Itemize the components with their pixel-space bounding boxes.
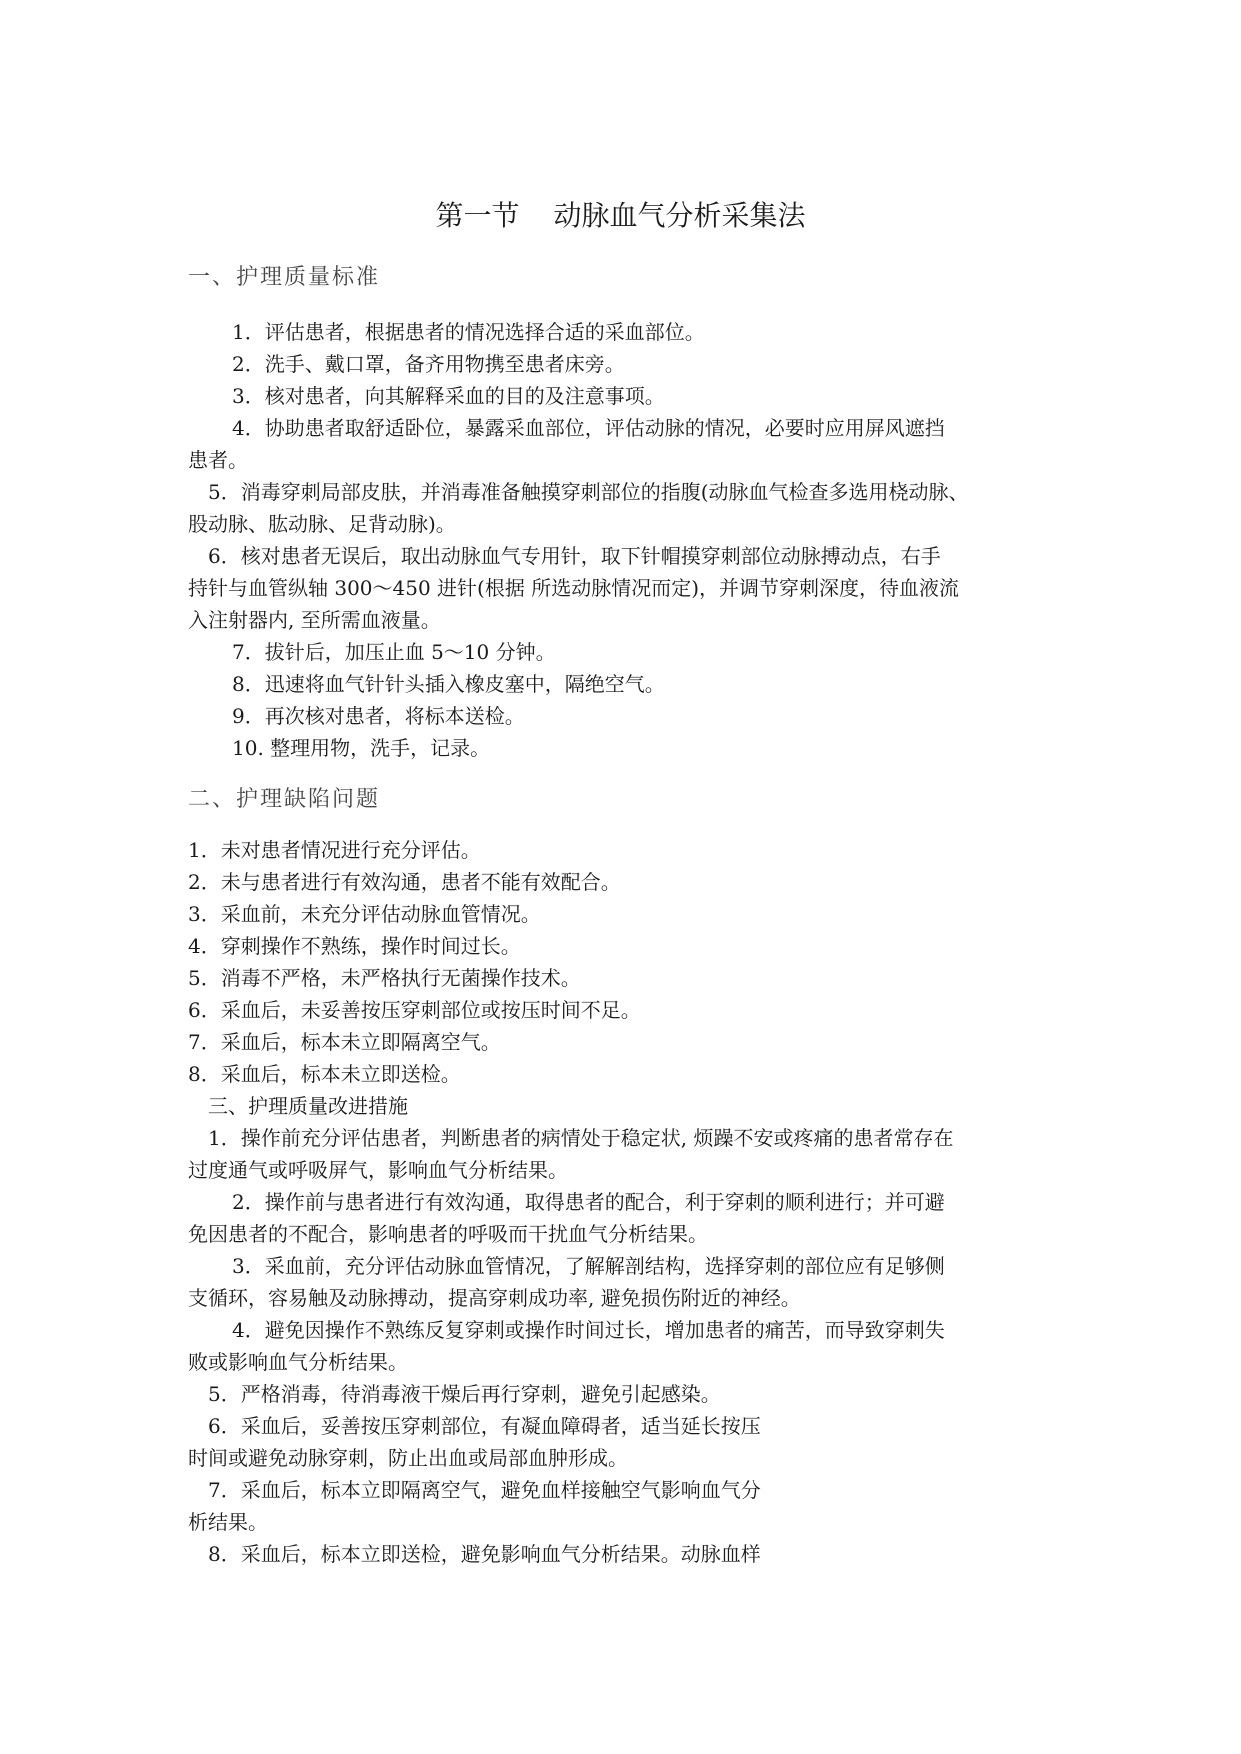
standards-line: 3．核对患者，向其解释采血的目的及注意事项。 (232, 384, 665, 408)
improvements-line: 4．避免因操作不熟练反复穿刺或操作时间过长，增加患者的痛苦，而导致穿刺失 (232, 1318, 945, 1342)
improvements-line: 7．采血后，标本立即隔离空气，避免血样接触空气影响血气分 (208, 1478, 761, 1502)
defects-line: 7．采血后，标本未立即隔离空气。 (188, 1030, 501, 1054)
standards-line: 入注射器内, 至所需血液量。 (188, 608, 441, 632)
standards-line: 7．拔针后，加压止血 5～10 分钟。 (232, 640, 556, 664)
improvements-line: 败或影响血气分析结果。 (188, 1350, 408, 1374)
improvements-line: 5．严格消毒，待消毒液干燥后再行穿刺，避免引起感染。 (208, 1382, 721, 1406)
standards-line: 9．再次核对患者，将标本送检。 (232, 704, 525, 728)
improvements-line: 2．操作前与患者进行有效沟通，取得患者的配合，利于穿刺的顺利进行；并可避 (232, 1190, 945, 1214)
standards-line: 2．洗手、戴口罩，备齐用物携至患者床旁。 (232, 352, 625, 376)
section-heading-defects: 二、护理缺陷问题 (188, 787, 381, 812)
standards-line: 4．协助患者取舒适卧位，暴露采血部位，评估动脉的情况，必要时应用屏风遮挡 (232, 416, 945, 440)
improvements-line: 过度通气或呼吸屏气，影响血气分析结果。 (188, 1158, 568, 1182)
section-heading-improvements: 三、护理质量改进措施 (208, 1094, 408, 1118)
improvements-line: 3．采血前，充分评估动脉血管情况，了解解剖结构，选择穿刺的部位应有足够侧 (232, 1254, 945, 1278)
improvements-line: 6．采血后，妥善按压穿刺部位，有凝血障碍者，适当延长按压 (208, 1414, 761, 1438)
defects-line: 6．采血后，未妥善按压穿刺部位或按压时间不足。 (188, 998, 641, 1022)
title-section-number: 第一节 (435, 199, 520, 232)
improvements-line: 免因患者的不配合，影响患者的呼吸而干扰血气分析结果。 (188, 1222, 708, 1246)
improvements-line: 8．采血后，标本立即送检，避免影响血气分析结果。动脉血样 (208, 1542, 761, 1566)
standards-line: 1．评估患者，根据患者的情况选择合适的采血部位。 (232, 320, 705, 344)
standards-line: 10. 整理用物，洗手，记录。 (232, 736, 491, 760)
standards-line: 股动脉、肱动脉、足背动脉)。 (188, 512, 456, 536)
defects-line: 2．未与患者进行有效沟通，患者不能有效配合。 (188, 870, 621, 894)
title-topic: 动脉血气分析采集法 (553, 199, 806, 232)
standards-line: 6．核对患者无误后，取出动脉血气专用针，取下针帽摸穿刺部位动脉搏动点，右手 (208, 544, 941, 568)
improvements-line: 析结果。 (188, 1510, 268, 1534)
improvements-line: 支循环，容易触及动脉搏动，提高穿刺成功率, 避免损伤附近的神经。 (188, 1286, 801, 1310)
defects-line: 3．采血前，未充分评估动脉血管情况。 (188, 902, 541, 926)
standards-line: 持针与血管纵轴 300～450 进针(根据 所选动脉情况而定)，并调节穿刺深度，待血液流 (188, 576, 960, 600)
defects-line: 4．穿刺操作不熟练，操作时间过长。 (188, 934, 521, 958)
improvements-line: 1．操作前充分评估患者，判断患者的病情处于稳定状, 烦躁不安或疼痛的患者常存在 (208, 1126, 954, 1150)
page-title (0, 196, 1241, 236)
standards-line: 5．消毒穿刺局部皮肤，并消毒准备触摸穿刺部位的指腹(动脉血气检查多选用桡动脉、 (208, 480, 969, 504)
standards-line: 8．迅速将血气针针头插入橡皮塞中，隔绝空气。 (232, 672, 665, 696)
section-heading-standards: 一、护理质量标准 (188, 265, 381, 290)
defects-line: 1．未对患者情况进行充分评估。 (188, 838, 481, 862)
improvements-line: 时间或避免动脉穿刺，防止出血或局部血肿形成。 (188, 1446, 628, 1470)
defects-line: 5．消毒不严格，未严格执行无菌操作技术。 (188, 966, 581, 990)
defects-line: 8．采血后，标本未立即送检。 (188, 1062, 461, 1086)
standards-line: 患者。 (188, 448, 248, 472)
